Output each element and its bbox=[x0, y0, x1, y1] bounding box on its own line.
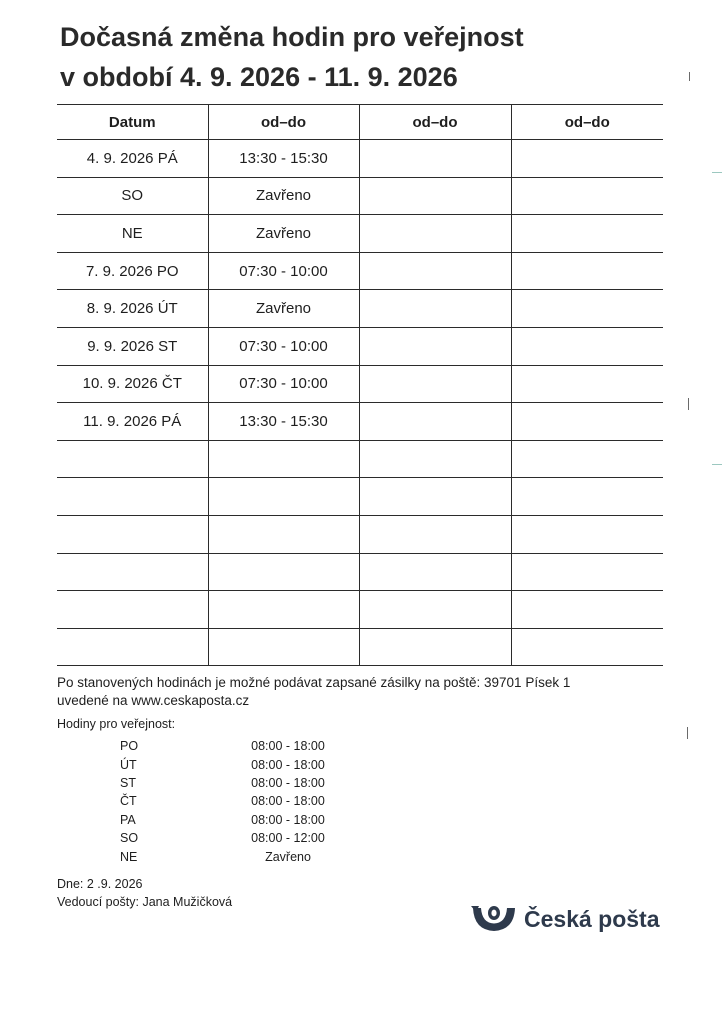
hours-day: NE bbox=[120, 849, 138, 864]
table-row bbox=[57, 177, 663, 215]
date-cell bbox=[57, 440, 208, 478]
time-cell bbox=[511, 628, 663, 666]
time-cell bbox=[511, 591, 663, 629]
time-cell bbox=[208, 478, 359, 516]
scan-mark bbox=[687, 727, 688, 739]
hours-day: PA bbox=[120, 812, 136, 827]
time-cell bbox=[511, 215, 663, 253]
time-cell: 13:30 - 15:30 bbox=[208, 403, 359, 441]
time-cell bbox=[511, 290, 663, 328]
table-row bbox=[57, 252, 663, 290]
time-cell bbox=[511, 177, 663, 215]
scan-mark bbox=[712, 464, 722, 465]
table-row bbox=[57, 327, 663, 365]
hours-time: 08:00 - 18:00 bbox=[251, 757, 325, 772]
date-cell: 10. 9. 2026 ČT bbox=[57, 365, 208, 403]
time-cell bbox=[208, 628, 359, 666]
hours-day: ST bbox=[120, 775, 136, 790]
time-cell bbox=[359, 591, 511, 629]
time-cell bbox=[511, 252, 663, 290]
table-row bbox=[57, 140, 663, 178]
postal-horn-icon bbox=[470, 904, 518, 934]
table-row bbox=[57, 515, 663, 553]
table-row bbox=[57, 403, 663, 441]
note-line-2: uvedené na www.ceskaposta.cz bbox=[57, 693, 250, 708]
time-cell: 13:30 - 15:30 bbox=[208, 140, 359, 178]
note-line-1: Po stanovených hodinách je možné podávat zapsané zásilky na poště: 39701 Písek 1 bbox=[57, 675, 571, 690]
time-cell bbox=[359, 177, 511, 215]
hours-day: SO bbox=[120, 831, 139, 846]
time-cell bbox=[208, 553, 359, 591]
hours-row bbox=[112, 829, 358, 847]
hours-time: 08:00 - 18:00 bbox=[251, 812, 325, 827]
hours-time: 08:00 - 18:00 bbox=[251, 739, 325, 754]
scan-mark bbox=[688, 398, 689, 410]
hours-time: 08:00 - 12:00 bbox=[251, 831, 325, 846]
hours-row bbox=[112, 847, 358, 865]
table-row bbox=[57, 591, 663, 629]
page-title-line-2: v období 4. 9. 2026 - 11. 9. 2026 bbox=[60, 62, 458, 92]
time-cell bbox=[359, 478, 511, 516]
time-cell bbox=[511, 553, 663, 591]
table-row bbox=[57, 478, 663, 516]
table-row bbox=[57, 215, 663, 253]
time-cell: Zavřeno bbox=[208, 215, 359, 253]
hours-row bbox=[112, 792, 358, 810]
time-cell bbox=[359, 515, 511, 553]
time-cell bbox=[208, 440, 359, 478]
schedule-table bbox=[57, 104, 663, 666]
table-row bbox=[57, 628, 663, 666]
opening-hours-label: Hodiny pro veřejnost: bbox=[57, 717, 176, 731]
date-cell bbox=[57, 628, 208, 666]
header-od-do-2: od–do bbox=[359, 105, 511, 140]
time-cell bbox=[359, 440, 511, 478]
footer bbox=[57, 875, 232, 911]
time-cell bbox=[359, 327, 511, 365]
table-row bbox=[57, 553, 663, 591]
scan-mark bbox=[689, 72, 690, 81]
logo-text: Česká pošta bbox=[524, 905, 660, 932]
date-cell bbox=[57, 515, 208, 553]
time-cell bbox=[208, 591, 359, 629]
date-cell: NE bbox=[57, 215, 208, 253]
time-cell bbox=[359, 403, 511, 441]
time-cell bbox=[511, 140, 663, 178]
date-cell: 8. 9. 2026 ÚT bbox=[57, 290, 208, 328]
scan-mark bbox=[712, 172, 722, 173]
date-cell: SO bbox=[57, 177, 208, 215]
time-cell bbox=[511, 478, 663, 516]
table-row bbox=[57, 440, 663, 478]
date-cell bbox=[57, 591, 208, 629]
header-od-do-1: od–do bbox=[208, 105, 359, 140]
time-cell: 07:30 - 10:00 bbox=[208, 252, 359, 290]
time-cell bbox=[359, 215, 511, 253]
date-cell: 11. 9. 2026 PÁ bbox=[57, 403, 208, 441]
page-title-line-1: Dočasná změna hodin pro veřejnost bbox=[60, 22, 524, 52]
footer-date: Dne: 2 .9. 2026 bbox=[57, 877, 143, 891]
time-cell: 07:30 - 10:00 bbox=[208, 327, 359, 365]
time-cell bbox=[511, 515, 663, 553]
hours-row bbox=[112, 755, 358, 773]
hours-row bbox=[112, 774, 358, 792]
table-row bbox=[57, 290, 663, 328]
date-cell: 9. 9. 2026 ST bbox=[57, 327, 208, 365]
ceska-posta-logo bbox=[470, 904, 660, 934]
hours-day: ÚT bbox=[120, 757, 137, 772]
hours-day: PO bbox=[120, 739, 139, 754]
time-cell bbox=[359, 290, 511, 328]
time-cell bbox=[359, 553, 511, 591]
time-cell bbox=[359, 252, 511, 290]
time-cell bbox=[511, 365, 663, 403]
time-cell bbox=[511, 327, 663, 365]
table-row bbox=[57, 365, 663, 403]
hours-row bbox=[112, 737, 358, 755]
date-cell bbox=[57, 553, 208, 591]
header-od-do-3: od–do bbox=[511, 105, 663, 140]
hours-row bbox=[112, 811, 358, 829]
date-cell: 7. 9. 2026 PO bbox=[57, 252, 208, 290]
hours-day: ČT bbox=[120, 794, 137, 809]
time-cell bbox=[359, 628, 511, 666]
time-cell bbox=[359, 140, 511, 178]
footer-manager: Vedoucí pošty: Jana Mužičková bbox=[57, 895, 233, 909]
time-cell bbox=[511, 403, 663, 441]
time-cell bbox=[208, 515, 359, 553]
opening-hours-list bbox=[112, 737, 358, 866]
hours-time: 08:00 - 18:00 bbox=[251, 794, 325, 809]
time-cell: Zavřeno bbox=[208, 177, 359, 215]
header-datum: Datum bbox=[57, 105, 208, 140]
table-header-row bbox=[57, 105, 663, 140]
submission-note bbox=[57, 674, 617, 710]
time-cell bbox=[511, 440, 663, 478]
hours-time: 08:00 - 18:00 bbox=[251, 775, 325, 790]
hours-time: Zavřeno bbox=[265, 849, 311, 864]
time-cell: 07:30 - 10:00 bbox=[208, 365, 359, 403]
time-cell: Zavřeno bbox=[208, 290, 359, 328]
date-cell bbox=[57, 478, 208, 516]
date-cell: 4. 9. 2026 PÁ bbox=[57, 140, 208, 178]
time-cell bbox=[359, 365, 511, 403]
